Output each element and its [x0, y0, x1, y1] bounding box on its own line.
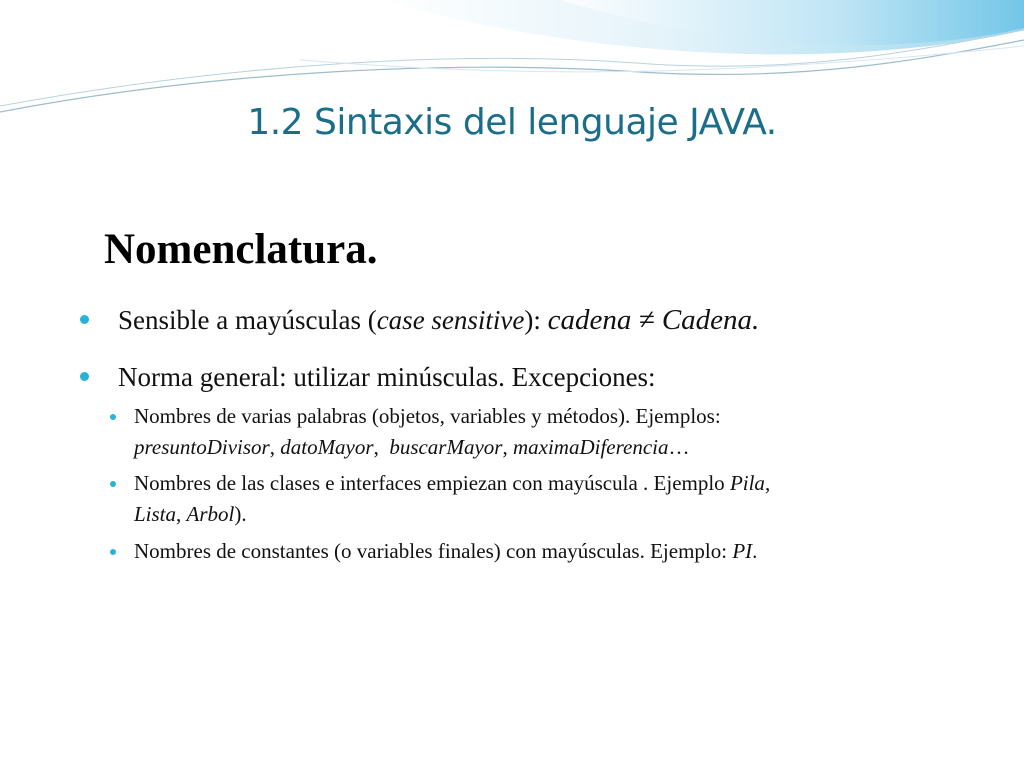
separator: , [373, 435, 390, 459]
example-text: Arbol [186, 502, 235, 526]
separator: , [502, 435, 513, 459]
ellipsis: … [668, 435, 690, 459]
italic-term: case sensitive [376, 305, 525, 335]
sub-bullet-constants [134, 536, 954, 567]
slide-title: 1.2 Sintaxis del lenguaje JAVA. [247, 102, 777, 143]
separator: , [764, 471, 771, 495]
example-text: PI [732, 539, 753, 563]
sub-bullet-dot [110, 549, 116, 555]
example-text: buscarMayor [389, 435, 503, 459]
example-text: datoMayor [280, 435, 374, 459]
separator: , [176, 502, 187, 526]
example-text: Pila [729, 471, 765, 495]
closing-punctuation: ). [234, 502, 247, 526]
section-heading: Nomenclatura. [104, 226, 378, 273]
sub-bullet-text: Nombres de constantes (o variables finales) con mayúsculas. Ejemplo: [134, 539, 733, 563]
bullet-dot [80, 315, 89, 324]
sub-bullet-multiword [134, 401, 954, 463]
example-text: presuntoDivisor [134, 435, 270, 459]
sub-bullet-dot [110, 414, 116, 420]
bullet-general-rule: Norma general: utilizar minúsculas. Excepciones: [118, 362, 656, 392]
sub-bullet-text: Nombres de varias palabras (objetos, variables y métodos). Ejemplos: [134, 404, 721, 428]
separator: , [269, 435, 281, 459]
sub-bullet-classes [134, 468, 954, 530]
example-text: maximaDiferencia [512, 435, 669, 459]
example-text: cadena ≠ Cadena. [547, 304, 760, 336]
sub-bullet-text: Nombres de las clases e interfaces empiezan con mayúscula . Ejemplo [134, 471, 730, 495]
bullet-dot [80, 372, 89, 381]
bullet-text: ): [524, 305, 548, 335]
closing-punctuation: . [752, 539, 758, 563]
example-text: Lista [134, 502, 177, 526]
bullet-text: Sensible a mayúsculas ( [118, 305, 377, 335]
bullet-case-sensitive [118, 303, 759, 337]
sub-bullet-dot [110, 481, 116, 487]
